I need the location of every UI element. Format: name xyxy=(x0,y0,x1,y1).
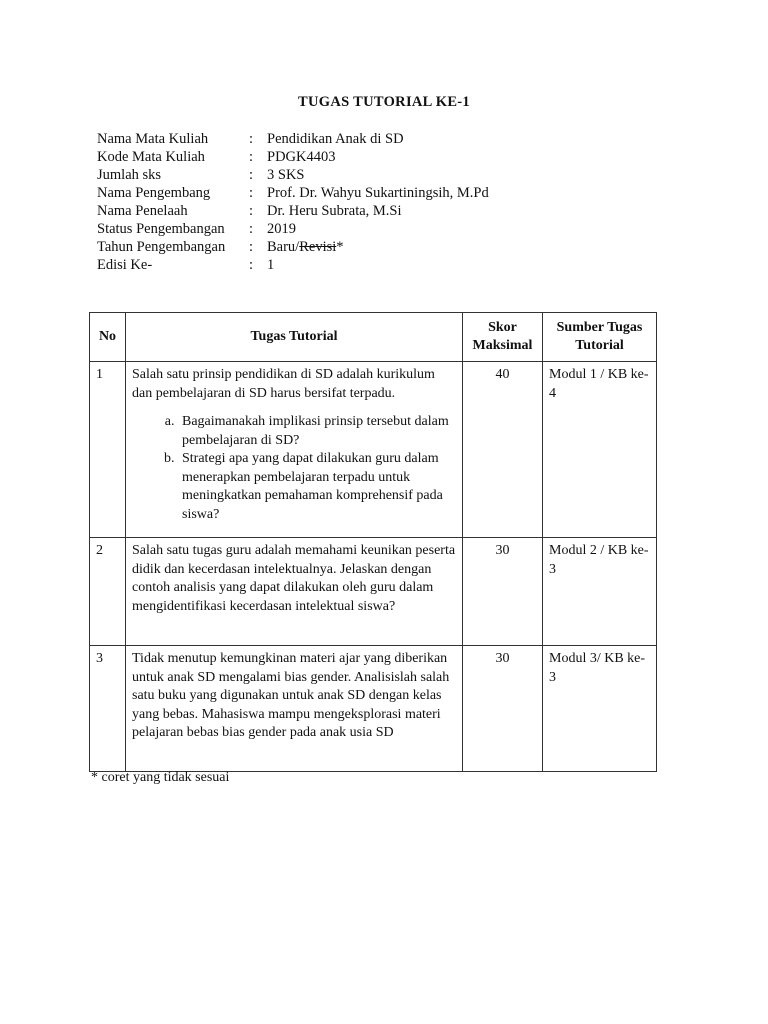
row-number: 2 xyxy=(90,538,126,646)
info-label: Nama Penelaah xyxy=(97,203,188,219)
task-text: Salah satu tugas guru adalah memahami keunikan peserta didik dan kecerdasan intelektualnya. Jelaskan dengan contoh analisis yang dapat dilakukan oleh guru dalam mengidentifikasi kecerdasan intelektual siswa? xyxy=(126,538,463,646)
task-text: Tidak menutup kemungkinan materi ajar yang diberikan untuk anak SD mengalami bias gender. Analisislah salah satu buku yang digunakan untuk anak SD dengan kelas yang bebas. Mahasiswa mampu mengeksplorasi materi pelajaran bebas bias gender pada anak usia SD xyxy=(126,646,463,772)
header-no: No xyxy=(90,313,126,362)
header-task: Tugas Tutorial xyxy=(126,313,463,362)
row-number: 3 xyxy=(90,646,126,772)
asterisk: * xyxy=(336,239,344,255)
info-value: Prof. Dr. Wahyu Sukartiningsih, M.Pd xyxy=(267,185,489,201)
subtask-item: b. Strategi apa yang dapat dilakukan guru dalam menerapkan pembelajaran terpadu untuk meningkatkan pemahaman komprehensif pada siswa? xyxy=(178,450,456,524)
max-score: 30 xyxy=(463,538,543,646)
info-colon: : xyxy=(249,167,254,183)
info-row-course-code xyxy=(97,148,489,166)
info-value: 3 SKS xyxy=(267,167,305,183)
info-label: Status Pengembangan xyxy=(97,221,225,237)
info-row-credits xyxy=(97,166,489,184)
info-colon: : xyxy=(249,221,254,237)
task-source: Modul 2 / KB ke-3 xyxy=(543,538,657,646)
course-info xyxy=(97,130,489,274)
document-title: TUGAS TUTORIAL KE-1 xyxy=(298,94,470,110)
header-line: Tutorial xyxy=(575,338,624,353)
info-value: 2019 xyxy=(267,221,296,237)
info-label: Edisi Ke- xyxy=(97,257,153,273)
info-value xyxy=(267,238,344,256)
info-row-course-name xyxy=(97,130,489,148)
info-label: Nama Mata Kuliah xyxy=(97,131,209,147)
table-header-row xyxy=(90,313,657,362)
info-value: Pendidikan Anak di SD xyxy=(267,131,404,147)
tutorial-task-table xyxy=(89,312,657,772)
info-row-reviewer xyxy=(97,202,489,220)
info-colon: : xyxy=(249,203,254,219)
table-row xyxy=(90,362,657,538)
subtask-item: a. Bagaimanakah implikasi prinsip tersebut dalam pembelajaran di SD? xyxy=(178,413,456,450)
info-colon: : xyxy=(249,257,254,273)
info-row-development-year xyxy=(97,238,489,256)
value-new: Baru/ xyxy=(267,239,300,255)
info-row-development-status xyxy=(97,220,489,238)
header-task-source xyxy=(543,313,657,362)
info-value: 1 xyxy=(267,257,275,273)
info-value: PDGK4403 xyxy=(267,149,336,165)
subtask-list xyxy=(132,413,456,524)
info-label: Tahun Pengembangan xyxy=(97,239,226,255)
task-cell xyxy=(126,362,463,538)
header-max-score xyxy=(463,313,543,362)
info-label: Kode Mata Kuliah xyxy=(97,149,205,165)
table-row xyxy=(90,538,657,646)
value-revision-struck: Revisi xyxy=(299,239,337,255)
task-source: Modul 1 / KB ke-4 xyxy=(543,362,657,538)
header-line: Maksimal xyxy=(472,338,533,353)
max-score: 30 xyxy=(463,646,543,772)
task-source: Modul 3/ KB ke- 3 xyxy=(543,646,657,772)
header-line: Sumber Tugas xyxy=(556,319,643,335)
info-row-developer xyxy=(97,184,489,202)
info-label: Jumlah sks xyxy=(97,167,162,183)
max-score: 40 xyxy=(463,362,543,538)
info-row-edition xyxy=(97,256,489,274)
info-value: Dr. Heru Subrata, M.Si xyxy=(267,203,402,219)
row-number: 1 xyxy=(90,362,126,538)
footnote: * coret yang tidak sesuai xyxy=(91,770,230,785)
table-row xyxy=(90,646,657,772)
info-label: Nama Pengembang xyxy=(97,185,211,201)
info-colon: : xyxy=(249,185,254,201)
task-text: Salah satu prinsip pendidikan di SD adalah kurikulum dan pembelajaran di SD harus bersifat terpadu. xyxy=(132,367,435,401)
info-colon: : xyxy=(249,239,254,255)
info-colon: : xyxy=(249,131,254,147)
header-line: Skor xyxy=(488,319,517,335)
info-colon: : xyxy=(249,149,254,165)
